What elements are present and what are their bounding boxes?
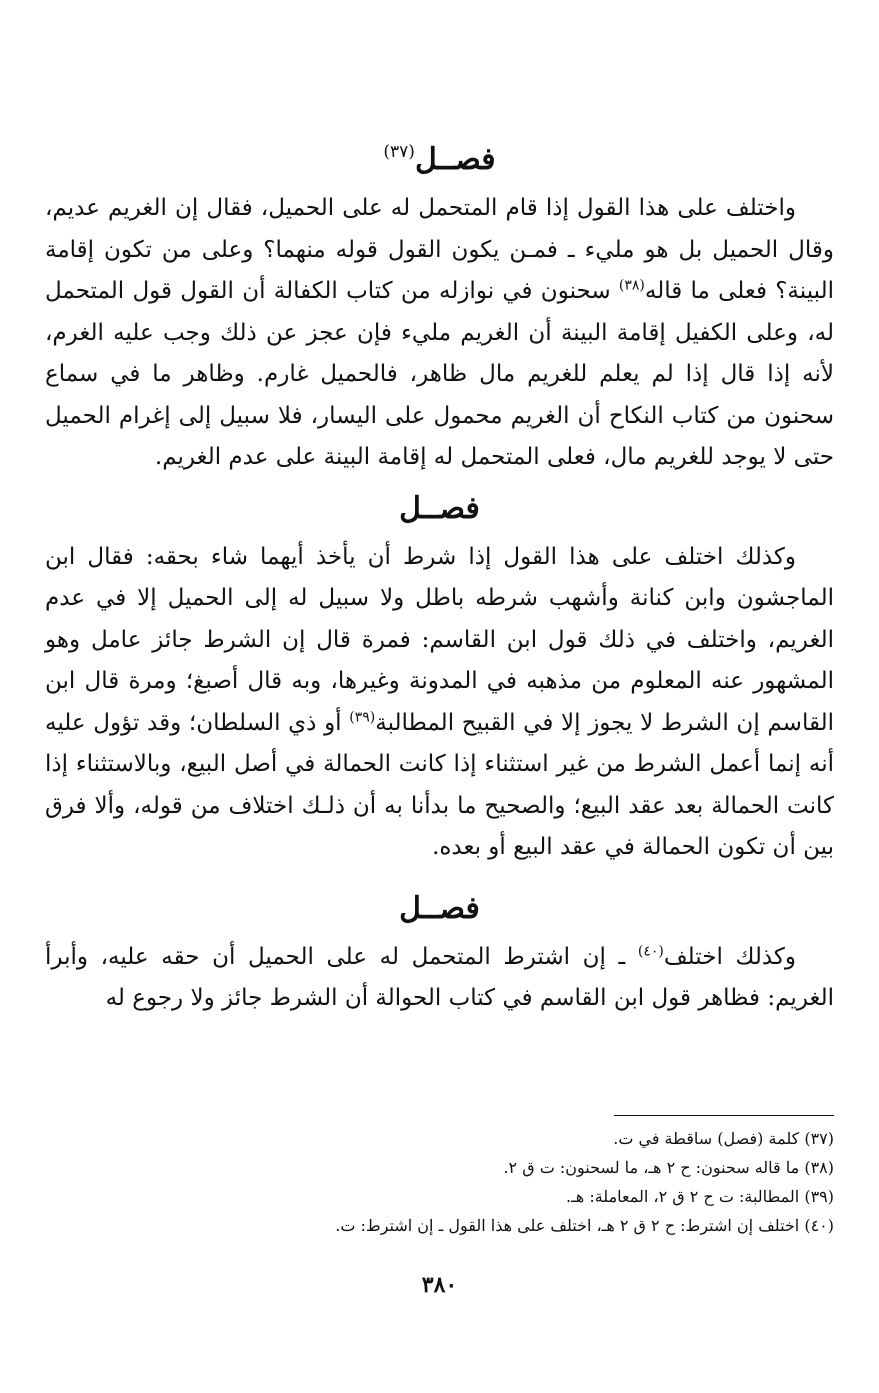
footnote-divider [614,1115,834,1116]
footnote-ref: (٤٠) [637,942,664,959]
page-number: ٣٨٠ [421,1272,458,1298]
section-title [45,489,834,529]
footnote-ref: (٣٩) [349,708,376,725]
paragraph-text: أو ذي السلطان؛ وقد تؤول عليه أنه إنما أعمل الشرط من غير استثناء إذا كانت الحمالة في أصل البيع، وبالاستثناء إذا كانت الحمالة بعد عقد البيع؛ والصحيح ما بدأنا به أن ذلـك اختلاف من قوله، وألا فرق بين أن تكون الحمالة في عقد البيع أو بعده. [45,709,834,860]
section-title [45,889,834,929]
paragraph-text: وكذلك اختلف [663,943,796,970]
paragraph-text: سحنون في نوازله من كتاب الكفالة أن القول قول المتحمل له، وعلى الكفيل إقامة البينة أن الغريم مليء فإن عجز عن ذلك وجب عليه الغرم، لأنه إذا قال إذا لم يعلم للغريم مال ظاهر، فالحميل غارم. وظاهر ما في سماع سحنون من كتاب النكاح أن الغريم محمول على اليسار، فلا سبيل إلى إغرام الحميل حتى لا يوجد للغريم مال، فعلى المتحمل له إقامة البينة على عدم الغريم. [45,278,834,470]
footnote-ref: (٣٨) [618,277,645,294]
footnote-ref: (٣٧) [383,142,415,162]
footnote: (٣٩) المطالبة: ت ح ٢ ق ٢، المعاملة: هـ. [566,1187,834,1206]
footnotes [45,1124,834,1240]
section-2 [45,489,834,869]
section-3 [45,889,834,1020]
section-1 [45,132,834,479]
section-title [45,132,834,180]
paragraph [45,188,834,479]
section-title-text: فصــل [399,890,480,926]
footnote: (٣٧) كلمة (فصل) ساقطة في ت. [613,1129,834,1148]
paragraph-text: وكذلك اختلف على هذا القول إذا شرط أن يأخذ أيهما شاء بحقه: فقال ابن الماجشون وابن كنانة وأشهب شرطه باطل ولا سبيل له إلى الحميل إلا في عدم الغريم، واختلف في ذلك قول ابن القاسم: فمرة قال إن الشرط جائز عامل وهو المشهور عنه المعلوم من مذهبه في المدونة وغيرها، وبه قال أصبغ؛ ومرة قال ابن القاسم إن الشرط لا يجوز إلا في القبيح المطالبة [45,543,834,736]
paragraph [45,937,834,1020]
section-title-text: فصــل [399,490,480,526]
paragraph-text: ـ إن اشترط المتحمل له على الحميل أن حقه عليه، وأبرأ الغريم: فظاهر قول ابن القاسم في كتاب الحوالة أن الشرط جائز ولا رجوع له [45,943,834,1011]
paragraph [45,537,834,869]
footnote: (٤٠) اختلف إن اشترط: ح ٢ ق ٢ هـ، اختلف على هذا القول ـ إن اشترط: ت. [335,1216,834,1235]
paragraph-text: واختلف على هذا القول إذا قام المتحمل له على الحميل، فقال إن الغريم عديم، وقال الحميل بل هو مليء ـ فمـن يكون القول قوله منهما؟ وعلى من تكون إقامة البينة؟ فعلى ما قاله [45,195,834,304]
section-title-text: فصــل [414,142,496,177]
footnote: (٣٨) ما قاله سحنون: ح ٢ هـ، ما لسحنون: ت ق ٢. [503,1158,834,1177]
